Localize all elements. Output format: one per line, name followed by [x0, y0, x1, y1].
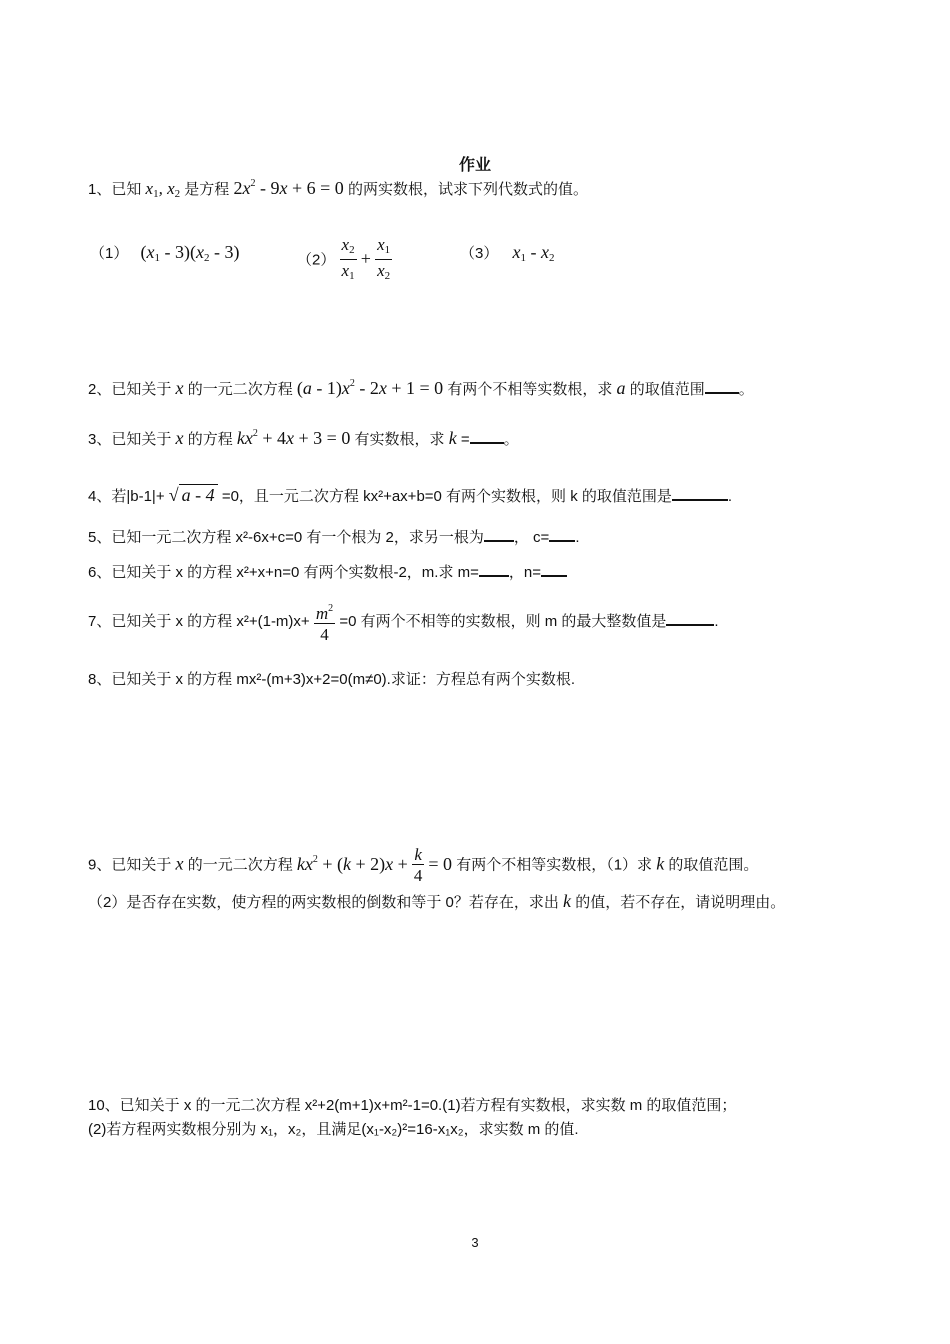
answer-blank[interactable]	[666, 610, 714, 626]
question-6: 6、已知关于 x 的方程 x²+x+n=0 有两个实数根-2，m.求 m= ，n=	[88, 561, 567, 582]
math-equation: $kx^2 + (k + 2)x$ + $\frac{k}{4}$ = 0	[296, 845, 453, 885]
question-10-line-1: 10、已知关于 x 的一元二次方程 x²+2(m+1)x+m²-1=0.(1)若方程有实数根，求实数 m 的取值范围；	[88, 1097, 737, 1114]
q1-part-3: （3） $x_1 - x_2$	[460, 242, 555, 264]
answer-blank[interactable]	[672, 485, 728, 501]
answer-blank[interactable]	[484, 526, 514, 542]
math-expression: $x_1 - x_2$	[512, 242, 555, 264]
question-3: 3、已知关于 x 的方程 $kx^2 + 4x + 3 = 0$ 有实数根，求 k = 。	[88, 428, 519, 448]
question-9: 9、已知关于 x 的一元二次方程 $kx^2 + (k + 2)x$ + $\frac{k}{4}$ = 0 有两个不相等实数根，（1）求 k 的取值范围。	[88, 845, 759, 885]
math-fraction: $\frac{x_2}{x_1}$	[341, 235, 355, 282]
answer-blank[interactable]	[541, 561, 567, 577]
q1-part-1: （1） $(x_1 - 3)(x_2 - 3)$	[90, 242, 240, 264]
page-title: 作业	[458, 157, 491, 174]
answer-blank[interactable]	[705, 378, 739, 394]
question-4: 4、若|b-1|+ √ a - 4 =0，且一元二次方程 kx²+ax+b=0 有两个实数根，则 k 的取值范围是 .	[88, 485, 733, 505]
math-fraction: $\frac{x_1}{x_2}$	[377, 235, 391, 282]
question-1: 1、已知 $x_1$, $x_2$ 是方程 $2x^2 - 9x + 6 = 0$ 的两实数根，试求下列代数式的值。	[88, 178, 588, 200]
question-7: 7、已知关于 x 的方程 x²+(1-m)x+ $\frac{m^2}{4}$ =0 有两个不相等的实数根，则 m 的最大整数值是 .	[88, 600, 719, 644]
math-expression: $(x_1 - 3)(x_2 - 3)$	[140, 242, 240, 264]
question-9-part-2: （2）是否存在实数，使方程的两实数根的倒数和等于 0？若存在，求出 k 的值，若不存在，请说明理由。	[88, 891, 786, 911]
question-8: 8、已知关于 x 的方程 mx²-(m+3)x+2=0(m≠0).求证：方程总有两个实数根.	[88, 671, 576, 688]
question-2: 2、已知关于 x 的一元二次方程 $(a - 1)x^2 - 2x + 1 = 0$ 有两个不相等实数根，求 a 的取值范围 。	[88, 378, 754, 398]
q1-part-2: （2） $\frac{x_2}{x_1}$ + $\frac{x_1}{x_2}$	[297, 236, 392, 285]
math-fraction: $\frac{m^2}{4}$	[314, 600, 335, 644]
question-10-line-2: (2)若方程两实数根分别为 x₁，x₂，且满足(x₁-x₂)²=16-x₁x₂，求实数 m 的值.	[88, 1121, 579, 1138]
answer-blank[interactable]	[479, 561, 509, 577]
math-equation: $kx^2 + 4x + 3 = 0$	[236, 428, 351, 448]
answer-blank[interactable]	[549, 526, 575, 542]
answer-blank[interactable]	[470, 428, 504, 444]
page-number: 3	[471, 1235, 479, 1250]
math-equation: $2x^2 - 9x + 6 = 0$	[233, 178, 344, 198]
math-equation: $(a - 1)x^2 - 2x + 1 = 0$	[296, 378, 444, 398]
math-roots: $x_1$, $x_2$	[145, 179, 181, 200]
math-sqrt: √ a - 4	[169, 484, 218, 506]
question-5: 5、已知一元二次方程 x²-6x+c=0 有一个根为 2，求另一根为 ， c= .	[88, 526, 580, 547]
